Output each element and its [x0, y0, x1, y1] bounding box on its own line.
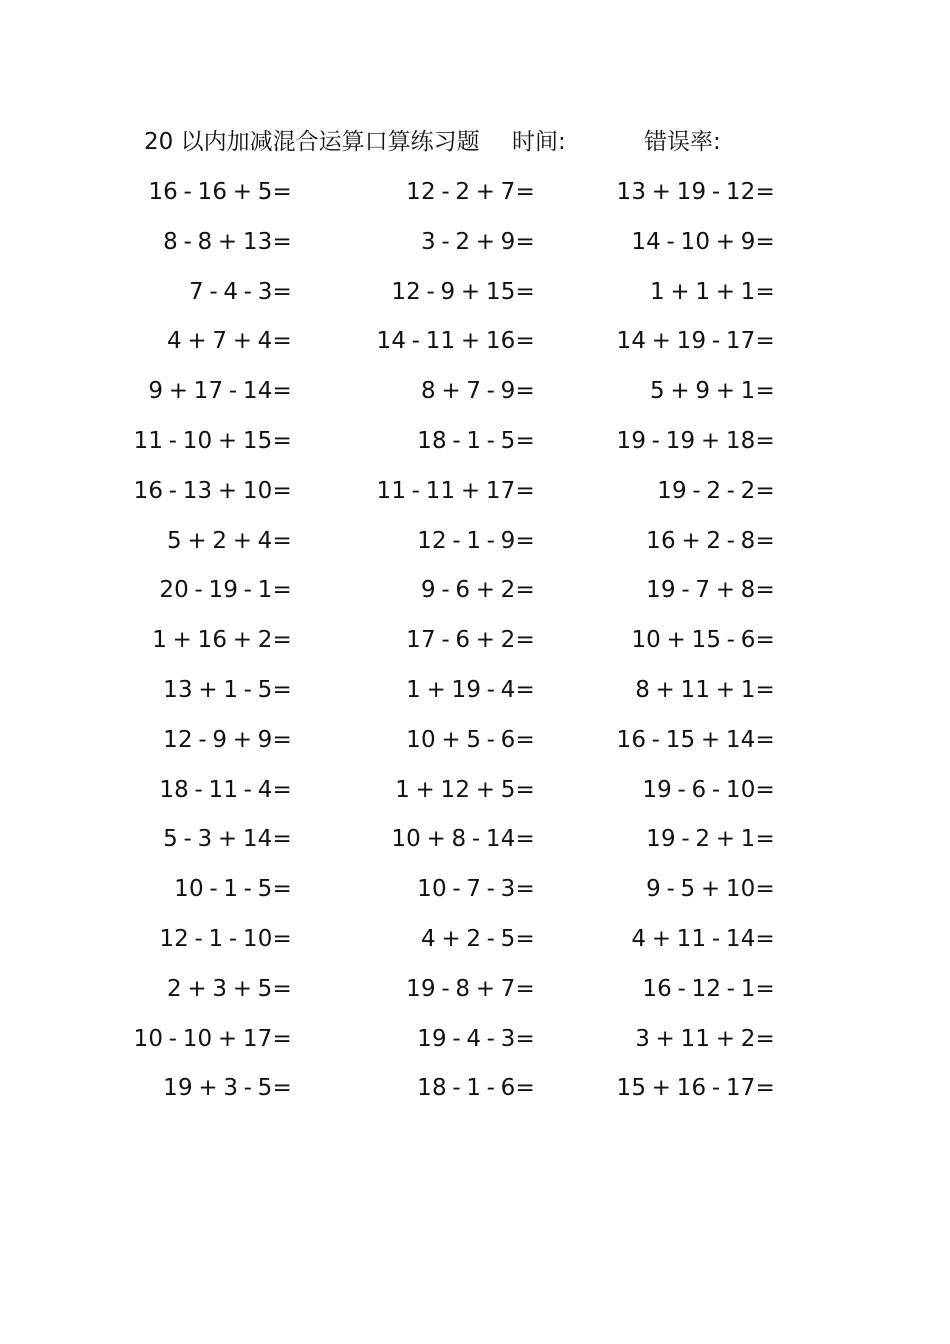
math-problem: 19 - 8 + 7=	[406, 975, 535, 1002]
math-problem: 5 - 3 + 14=	[163, 826, 292, 853]
math-problem: 16 - 13 + 10=	[133, 477, 292, 504]
math-problem: 1 + 16 + 2=	[152, 627, 292, 654]
math-problem: 19 - 19 + 18=	[616, 427, 775, 454]
math-problem: 12 - 2 + 7=	[406, 179, 535, 205]
math-problem: 8 + 11 + 1=	[635, 676, 775, 703]
time-label: 时间:	[512, 129, 566, 155]
math-problem: 19 - 2 - 2=	[657, 477, 775, 504]
math-problem: 4 + 11 - 14=	[631, 925, 775, 952]
math-problem: 11 - 11 + 17=	[376, 477, 535, 504]
math-problem: 10 - 7 - 3=	[417, 876, 535, 903]
math-problem: 1 + 12 + 5=	[395, 776, 535, 803]
worksheet-title: 20 以内加减混合运算口算练习题	[144, 129, 480, 155]
math-problem: 11 - 10 + 15=	[133, 427, 292, 454]
math-problem: 12 - 1 - 10=	[159, 925, 292, 952]
math-problem: 15 + 16 - 17=	[616, 1075, 775, 1102]
math-problem: 7 - 4 - 3=	[188, 278, 292, 305]
error-rate-label: 错误率:	[644, 129, 721, 155]
math-problem: 4 + 7 + 4=	[167, 328, 292, 355]
math-problem: 1 + 19 - 4=	[406, 676, 535, 703]
math-problem: 1 + 1 + 1=	[650, 278, 775, 305]
worksheet-header	[144, 124, 824, 160]
math-problem: 3 + 11 + 2=	[635, 1025, 775, 1052]
math-problem: 14 - 10 + 9=	[631, 228, 775, 255]
math-problem: 10 + 8 - 14=	[391, 826, 535, 853]
math-problem: 9 + 17 - 14=	[148, 378, 292, 405]
math-problem: 10 + 15 - 6=	[631, 627, 775, 654]
math-problem: 9 - 5 + 10=	[646, 876, 775, 903]
math-problem: 14 + 19 - 17=	[616, 328, 775, 355]
math-problem: 5 + 2 + 4=	[167, 527, 292, 554]
math-problem: 19 - 2 + 1=	[646, 826, 775, 853]
math-problem: 13 + 1 - 5=	[163, 676, 292, 703]
math-problem: 19 - 7 + 8=	[646, 577, 775, 604]
math-problem: 3 - 2 + 9=	[421, 228, 535, 255]
problem-column-1	[92, 168, 292, 1114]
math-problem: 18 - 1 - 5=	[417, 427, 535, 454]
math-problem: 16 + 2 - 8=	[646, 527, 775, 554]
math-problem: 16 - 12 - 1=	[642, 975, 775, 1002]
math-problem: 12 - 1 - 9=	[417, 527, 535, 554]
math-problem: 19 + 3 - 5=	[163, 1075, 292, 1102]
math-problem: 12 - 9 + 15=	[391, 278, 535, 305]
math-problem: 8 + 7 - 9=	[421, 378, 535, 405]
math-problem: 13 + 19 - 12=	[616, 179, 775, 205]
math-problem: 19 - 6 - 10=	[642, 776, 775, 803]
math-problem: 17 - 6 + 2=	[406, 627, 535, 654]
math-problem: 10 - 1 - 5=	[174, 876, 292, 903]
math-problem: 19 - 4 - 3=	[417, 1025, 535, 1052]
math-problem: 20 - 19 - 1=	[159, 577, 292, 604]
math-problem: 4 + 2 - 5=	[421, 925, 535, 952]
math-problem: 10 + 5 - 6=	[406, 726, 535, 753]
math-problem: 12 - 9 + 9=	[163, 726, 292, 753]
math-problem: 16 - 16 + 5=	[148, 179, 292, 205]
problem-column-3	[575, 168, 775, 1114]
math-problem: 16 - 15 + 14=	[616, 726, 775, 753]
problem-columns	[0, 168, 950, 1128]
math-problem: 10 - 10 + 17=	[133, 1025, 292, 1052]
math-problem: 5 + 9 + 1=	[650, 378, 775, 405]
math-problem: 14 - 11 + 16=	[376, 328, 535, 355]
math-problem: 9 - 6 + 2=	[421, 577, 535, 604]
math-problem: 18 - 1 - 6=	[417, 1075, 535, 1102]
math-problem: 2 + 3 + 5=	[167, 975, 292, 1002]
math-problem: 18 - 11 - 4=	[159, 776, 292, 803]
math-problem: 8 - 8 + 13=	[163, 228, 292, 255]
problem-column-2	[335, 168, 535, 1114]
